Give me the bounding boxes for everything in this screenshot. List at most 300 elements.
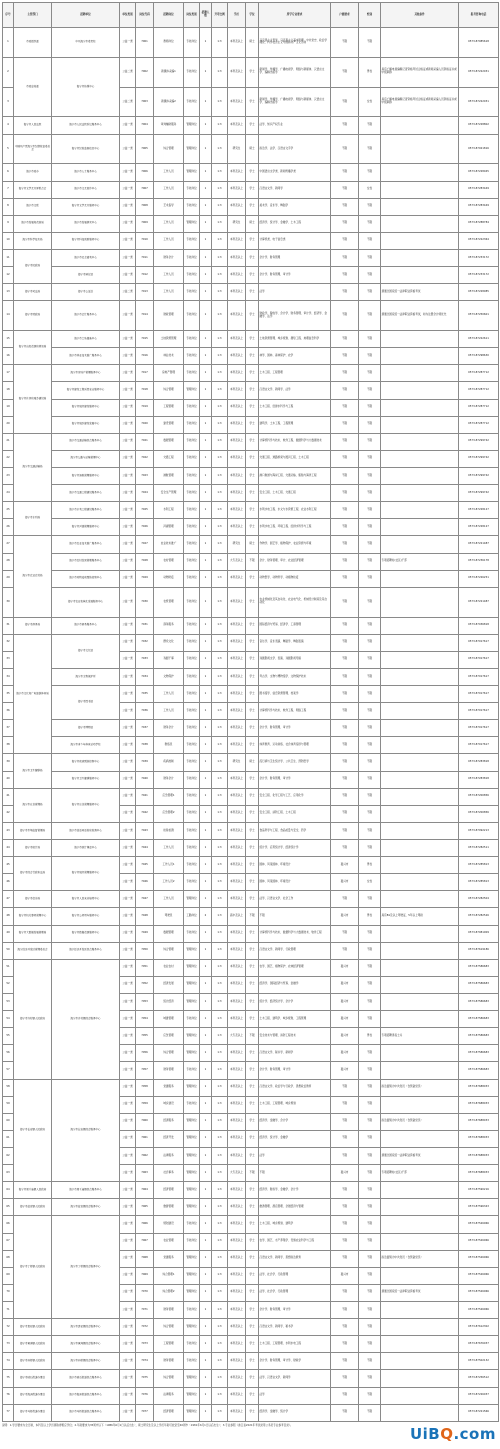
cell-other [381,485,459,502]
cell-major: 不限 [259,908,331,925]
cell-other [381,1267,459,1284]
cell-dept: 海宁市民政局 [14,249,52,283]
cell-tel: 0573-87502132 [459,1353,499,1370]
cell-seq: 64 [3,1182,14,1199]
cell-code: 7040 [136,771,154,788]
cell-hukou: 不限 [331,771,359,788]
cell-tel: 0573-87526066 [459,1233,499,1250]
header-cell: 单位类别 [120,3,136,28]
cell-deg: 学士 [246,788,259,805]
cell-seq: 30 [3,587,14,617]
cell-sex: 不限 [359,1319,381,1336]
cell-cat: 公益一类 [120,942,136,959]
cell-cat: 公益一类 [120,331,136,348]
cell-pos: 经济服务 [154,1113,184,1130]
cell-num: 1 [200,942,212,959]
cell-pos: 文物保护 [154,668,184,685]
cell-other [381,788,459,805]
cell-major: 计算机科学与技术、软件工程、网络工程 [259,703,331,720]
cell-hukou: 不限 [331,737,359,754]
header-cell: 户籍要求 [331,3,359,28]
cell-ratio: 1:3 [212,232,228,249]
cell-other [381,754,459,771]
cell-ratio: 1:3 [212,686,228,703]
cell-other: 具有广播电视编辑记者资格考试合格证或新闻采编人员资格证书或中级职称 [381,57,459,87]
cell-code: 7036 [136,703,154,720]
cell-cat: 公益一类 [120,468,136,485]
cell-deg: 学士 [246,1113,259,1130]
cell-pos: 农业农村 [154,959,184,976]
cell-sex: 不限 [359,617,381,634]
cell-cat: 公益一类 [120,925,136,942]
cell-num: 1 [200,720,212,737]
cell-code: 7025 [136,502,154,519]
cell-unit: 海宁市文艺创作中心 [52,181,120,198]
cell-tel: 0573-87688033 [459,1147,499,1164]
cell-sex: 女性 [359,87,381,117]
cell-sex: 不限 [359,840,381,857]
cell-pos: 综合管理 [154,134,184,164]
cell-hukou: 嘉兴市 [331,1165,359,1182]
cell-unit: 海宁市硖石街道综合服务中心 [52,1370,120,1387]
cell-major: 水利水电工程、环境工程、给排水科学与工程 [259,519,331,536]
cell-num: 1 [200,857,212,874]
cell-pos: 河湖管理 [154,519,184,536]
cell-ratio: 1:3 [212,822,228,839]
cell-other [381,805,459,822]
cell-hukou: 不限 [331,1336,359,1353]
cell-code: 7075 [136,1370,154,1387]
cell-num: 1 [200,28,212,58]
cell-pos: 财务管理 [154,1301,184,1318]
cell-deg: 学士 [246,822,259,839]
cell-ratio: 1:3 [212,754,228,771]
cell-edu: 本科及以上 [228,267,246,284]
table-row [3,788,499,805]
table-row [3,891,499,908]
cell-edu: 本科及以上 [228,1045,246,1062]
cell-cat: 公益一类 [120,450,136,467]
cell-deg: 学士 [246,249,259,266]
cell-edu: 本科及以上 [228,771,246,788]
cell-ratio: 1:3 [212,634,228,651]
cell-seq: 54 [3,1011,14,1028]
cell-other: 专项招聘退役士兵 [381,1028,459,1045]
cell-code: 7027 [136,536,154,553]
cell-sex: 不限 [359,553,381,570]
cell-sex: 不限 [359,570,381,587]
cell-dept: 市委组织部 [14,28,52,58]
cell-deg: 学士 [246,232,259,249]
cell-unit: 海宁市斜桥镇综合服务中心 [52,1353,120,1370]
cell-num: 1 [200,1284,212,1301]
cell-num: 1 [200,788,212,805]
cell-unit: 海宁市海洲街道综合服务中心 [52,1387,120,1404]
cell-edu: 本科及以上 [228,1267,246,1284]
cell-num: 1 [200,874,212,891]
cell-ptype: 专技岗位 [184,1216,200,1233]
table-row [3,519,499,536]
cell-deg: 学士 [246,331,259,348]
cell-dept: 海宁市长安镇人民政府 [14,1079,52,1182]
cell-code: 7045 [136,857,154,874]
cell-major: 美术学、音乐学、舞蹈学 [259,198,331,215]
cell-ptype: 管理岗位 [184,1045,200,1062]
cell-code: 7044 [136,840,154,857]
cell-edu: 本科及以上 [228,1216,246,1233]
cell-ptype: 工勤岗位 [184,908,200,925]
cell-ptype: 管理岗位 [184,1182,200,1199]
cell-ptype: 专技岗位 [184,284,200,301]
cell-num: 1 [200,617,212,634]
cell-edu: 本科及以上 [228,198,246,215]
cell-major: 新闻学、传播学、广播电视学、网络与新媒体、汉语言文学、编辑出版学 [259,87,331,117]
cell-seq: 46 [3,874,14,891]
cell-tel: 0573-87282526 [459,908,499,925]
cell-sex: 不限 [359,215,381,232]
cell-num: 1 [200,1267,212,1284]
cell-code: 7003 [136,87,154,117]
cell-dept: 海宁市交通运输局 [14,433,52,501]
cell-code: 7059 [136,1096,154,1113]
table-row [3,553,499,570]
cell-unit: 海宁市文物保护所 [52,668,120,685]
cell-edu: 本科及以上 [228,87,246,117]
cell-other: 须通过国家统一法律职业资格考试，如为注册会计师优先 [381,301,459,331]
cell-num: 1 [200,703,212,720]
cell-code: 7012 [136,267,154,284]
cell-seq: 1 [3,28,14,58]
cell-tel: 0573-87287712 [459,399,499,416]
cell-ptype: 管理岗位 [184,1387,200,1404]
cell-unit: 海宁市数据资源服务中心 [52,925,120,942]
cell-seq: 33 [3,651,14,668]
cell-code: 7024 [136,485,154,502]
cell-edu: 本科及以上 [228,28,246,58]
cell-deg: 学士 [246,365,259,382]
cell-tel: 0573-87590216 [459,1182,499,1199]
cell-cat: 公益一类 [120,198,136,215]
cell-dept: 海宁市住房和城乡建设局 [14,365,52,433]
table-row [3,1353,499,1370]
cell-hukou: 不限 [331,720,359,737]
watermark-part-1: UiB [409,1425,441,1443]
cell-ratio: 1:3 [212,1267,228,1284]
cell-ptype: 管理岗位 [184,1319,200,1336]
cell-pos: 综合管理2 [154,1284,184,1301]
cell-other [381,519,459,536]
cell-deg: 学士 [246,1387,259,1404]
cell-cat: 公益一类 [120,1404,136,1421]
cell-ratio: 1:3 [212,416,228,433]
cell-deg: 学士 [246,1284,259,1301]
cell-seq: 16 [3,348,14,365]
cell-edu: 研究生 [228,754,246,771]
cell-num: 1 [200,1062,212,1079]
cell-pos: 财务管理 [154,1062,184,1079]
cell-hukou: 不限 [331,1182,359,1199]
cell-major: 土木工程、给排水科学与工程 [259,399,331,416]
cell-ptype: 专技岗位 [184,57,200,87]
cell-pos: 教师岗位 [154,28,184,58]
cell-pos: 综合管理 [154,1045,184,1062]
cell-pos: 规划建设 [154,1216,184,1233]
cell-hukou: 不限 [331,331,359,348]
cell-deg: 学士 [246,942,259,959]
cell-code: 7029 [136,570,154,587]
cell-cat: 公益一类 [120,249,136,266]
table-row [3,822,499,839]
cell-tel: 0573-87200856 [459,788,499,805]
cell-ptype: 管理岗位 [184,1199,200,1216]
cell-code: 7016 [136,348,154,365]
cell-sex: 不限 [359,249,381,266]
cell-tel: 0573-87283818 [459,771,499,788]
cell-num: 1 [200,1216,212,1233]
cell-pos: 教练员 [154,737,184,754]
cell-ptype: 管理岗位 [184,976,200,993]
cell-hukou: 不限 [331,1250,359,1267]
cell-cat: 公益一类 [120,134,136,164]
cell-cat: 公益一类 [120,117,136,134]
cell-edu: 本科及以上 [228,519,246,536]
cell-pos: 综合管理1 [154,1267,184,1284]
cell-code: 7030 [136,587,154,617]
cell-ptype: 专技岗位 [184,788,200,805]
cell-other [381,891,459,908]
cell-hukou: 不限 [331,587,359,617]
cell-tel: 0573-87256512 [459,1370,499,1387]
cell-cat: 公益一类 [120,976,136,993]
cell-other [381,1199,459,1216]
cell-pos: 党建服务 [154,1079,184,1096]
table-row [3,1404,499,1421]
cell-other [381,1319,459,1336]
header-cell: 学位 [246,3,259,28]
cell-major: 不限 [259,1165,331,1182]
cell-deg: 学士 [246,976,259,993]
cell-sex: 不限 [359,468,381,485]
cell-major: 汉语言文学、新闻学、思想政治教育 [259,1250,331,1267]
cell-code: 7065 [136,1199,154,1216]
cell-unit: 海宁市纪检监察信息中心 [52,134,120,164]
cell-deg: 学士 [246,959,259,976]
cell-dept: 海宁市硖石街道办事处 [14,1370,52,1387]
cell-ptype: 专技岗位 [184,399,200,416]
cell-ptype: 专技岗位 [184,1301,200,1318]
cell-hukou: 不限 [331,433,359,450]
cell-sex: 不限 [359,1182,381,1199]
cell-dept: 海宁市大数据发展管理局 [14,925,52,942]
table-row [3,668,499,685]
cell-pos: 数据管理 [154,925,184,942]
cell-other [381,1370,459,1387]
cell-other [381,1130,459,1147]
cell-tel: 0573-87526066 [459,1267,499,1284]
cell-edu: 本科及以上 [228,1147,246,1164]
cell-ratio: 1:3 [212,485,228,502]
cell-edu: 本科及以上 [228,181,246,198]
cell-other [381,668,459,685]
table-row [3,857,499,874]
cell-tel: 0573-87222031 [459,87,499,117]
cell-seq: 56 [3,1045,14,1062]
cell-sex: 不限 [359,348,381,365]
cell-sex: 不限 [359,1353,381,1370]
cell-num: 1 [200,1199,212,1216]
cell-num: 1 [200,433,212,450]
cell-num: 1 [200,925,212,942]
cell-dept: 中国共产党海宁市纪律检查委员会 [14,134,52,164]
cell-pos: 农村管理 [154,553,184,570]
cell-ptype: 管理岗位 [184,134,200,164]
cell-seq: 76 [3,1387,14,1404]
cell-other [381,634,459,651]
cell-seq: 7 [3,181,14,198]
cell-edu: 本科及以上 [228,1062,246,1079]
cell-pos: 综合管理 [154,1319,184,1336]
cell-sex: 不限 [359,771,381,788]
cell-major: 园林、风景园林、环境设计 [259,874,331,891]
cell-pos: 综合管理 [154,1370,184,1387]
cell-unit: 海宁市河湖管理服务中心 [52,519,120,536]
cell-cat: 公益一类 [120,348,136,365]
cell-edu: 本科及以上 [228,485,246,502]
cell-ptype: 专技岗位 [184,634,200,651]
cell-other [381,348,459,365]
cell-major: 汉语言文学、新闻学、秘书学 [259,1319,331,1336]
cell-pos: 统计经济 [154,994,184,1011]
cell-deg: 学士 [246,1250,259,1267]
watermark-logo [410,1425,496,1443]
cell-ptype: 管理岗位 [184,164,200,181]
cell-hukou: 不限 [331,1199,359,1216]
cell-cat: 公益一类 [120,788,136,805]
cell-deg: 学士 [246,617,259,634]
cell-deg: 学士 [246,1353,259,1370]
table-row [3,1319,499,1336]
cell-seq: 8 [3,198,14,215]
cell-hukou: 不限 [331,87,359,117]
cell-tel: 0573-87287712 [459,365,499,382]
cell-pos: 城乡建设 [154,1096,184,1113]
cell-code: 7001 [136,28,154,58]
cell-ratio: 1:3 [212,181,228,198]
cell-hukou: 不限 [331,232,359,249]
cell-num: 1 [200,668,212,685]
cell-edu: 本科及以上 [228,703,246,720]
cell-cat: 公益一类 [120,1284,136,1301]
cell-ptype: 专技岗位 [184,570,200,587]
cell-ptype: 专技岗位 [184,232,200,249]
cell-other [381,703,459,720]
cell-deg: 学士 [246,874,259,891]
cell-seq: 45 [3,857,14,874]
cell-deg: 硕士 [246,28,259,58]
cell-ratio: 1:3 [212,617,228,634]
cell-tel: 0573-87017617 [459,668,499,685]
cell-seq: 34 [3,668,14,685]
cell-pos: 工作人员 [154,232,184,249]
cell-tel: 0573-87688033 [459,1113,499,1130]
cell-unit: 海宁市周王庙镇综合服务中心 [52,1182,120,1199]
cell-edu: 本科及以上 [228,994,246,1011]
cell-code: 7047 [136,891,154,908]
cell-ptype: 专技岗位 [184,433,200,450]
cell-unit: 海宁市城乡建设发展中心 [52,416,120,433]
footnote: 说明：1.学历要求为全日制，本科及以上学历须取得相应学位；2.年龄要求为35周岁以下（1986年6月1日以后出生），硕士研究生及以上学历年龄可放宽至40周岁（1981年6月1日以后出生）；3.专业参照《浙江省2021年考试录用公务员专业参考目录》。 [2,1424,293,1427]
cell-cat: 公益一类 [120,232,136,249]
cell-deg: 学士 [246,198,259,215]
cell-ratio: 1:3 [212,1216,228,1233]
cell-tel: 0573-87221566 [459,1404,499,1421]
cell-pos: 经济管理 [154,1404,184,1421]
cell-seq: 13 [3,284,14,301]
cell-ptype: 管理岗位 [184,959,200,976]
cell-other [381,737,459,754]
table-row [3,198,499,215]
cell-num: 1 [200,822,212,839]
cell-edu: 本科及以上 [228,57,246,87]
cell-hukou: 不限 [331,1353,359,1370]
cell-num: 1 [200,1319,212,1336]
cell-cat: 公益一类 [120,1319,136,1336]
cell-unit: 海宁市交通运输综合服务中心 [52,433,120,450]
cell-sex: 不限 [359,284,381,301]
cell-tel: 0573-87688033 [459,1079,499,1096]
cell-hukou: 不限 [331,249,359,266]
cell-hukou: 嘉兴市 [331,908,359,925]
cell-sex: 不限 [359,1113,381,1130]
cell-pos: 党建服务 [154,1250,184,1267]
cell-ptype: 专技岗位 [184,348,200,365]
cell-seq: 42 [3,805,14,822]
cell-unit: 海宁市科技创新服务中心 [52,232,120,249]
cell-num: 1 [200,284,212,301]
cell-other [381,942,459,959]
cell-dept: 海宁市海洲街道办事处 [14,1387,52,1404]
cell-num: 1 [200,267,212,284]
cell-seq: 4 [3,117,14,134]
cell-cat: 公益一类 [120,502,136,519]
cell-other [381,450,459,467]
cell-edu: 本科及以上 [228,1404,246,1421]
cell-num: 1 [200,536,212,553]
cell-ratio: 1:3 [212,284,228,301]
cell-code: 7051 [136,959,154,976]
cell-deg: 学士 [246,301,259,331]
cell-pos: 土地资源管理 [154,331,184,348]
table-row [3,1182,499,1199]
cell-ptype: 管理岗位 [184,1404,200,1421]
cell-sex: 不限 [359,1387,381,1404]
cell-num: 1 [200,1387,212,1404]
cell-cat: 公益一类 [120,1045,136,1062]
cell-ratio: 1:3 [212,1079,228,1096]
cell-ratio: 1:3 [212,1336,228,1353]
cell-major: 农学、园艺、植物保护、农林经济管理 [259,959,331,976]
cell-ratio: 1:3 [212,1284,228,1301]
cell-tel: 0573-87221487 [459,587,499,617]
cell-unit: 海宁市农业技术推广服务中心 [52,536,120,553]
cell-edu: 本科及以上 [228,737,246,754]
cell-major: 国际经济与贸易、经济学、工商管理 [259,617,331,634]
cell-pos: 综合管理 [154,382,184,399]
cell-edu: 本科及以上 [228,1079,246,1096]
cell-edu: 本科及以上 [228,1387,246,1404]
cell-hukou: 不限 [331,1284,359,1301]
cell-tel: 0573-87299742 [459,485,499,502]
